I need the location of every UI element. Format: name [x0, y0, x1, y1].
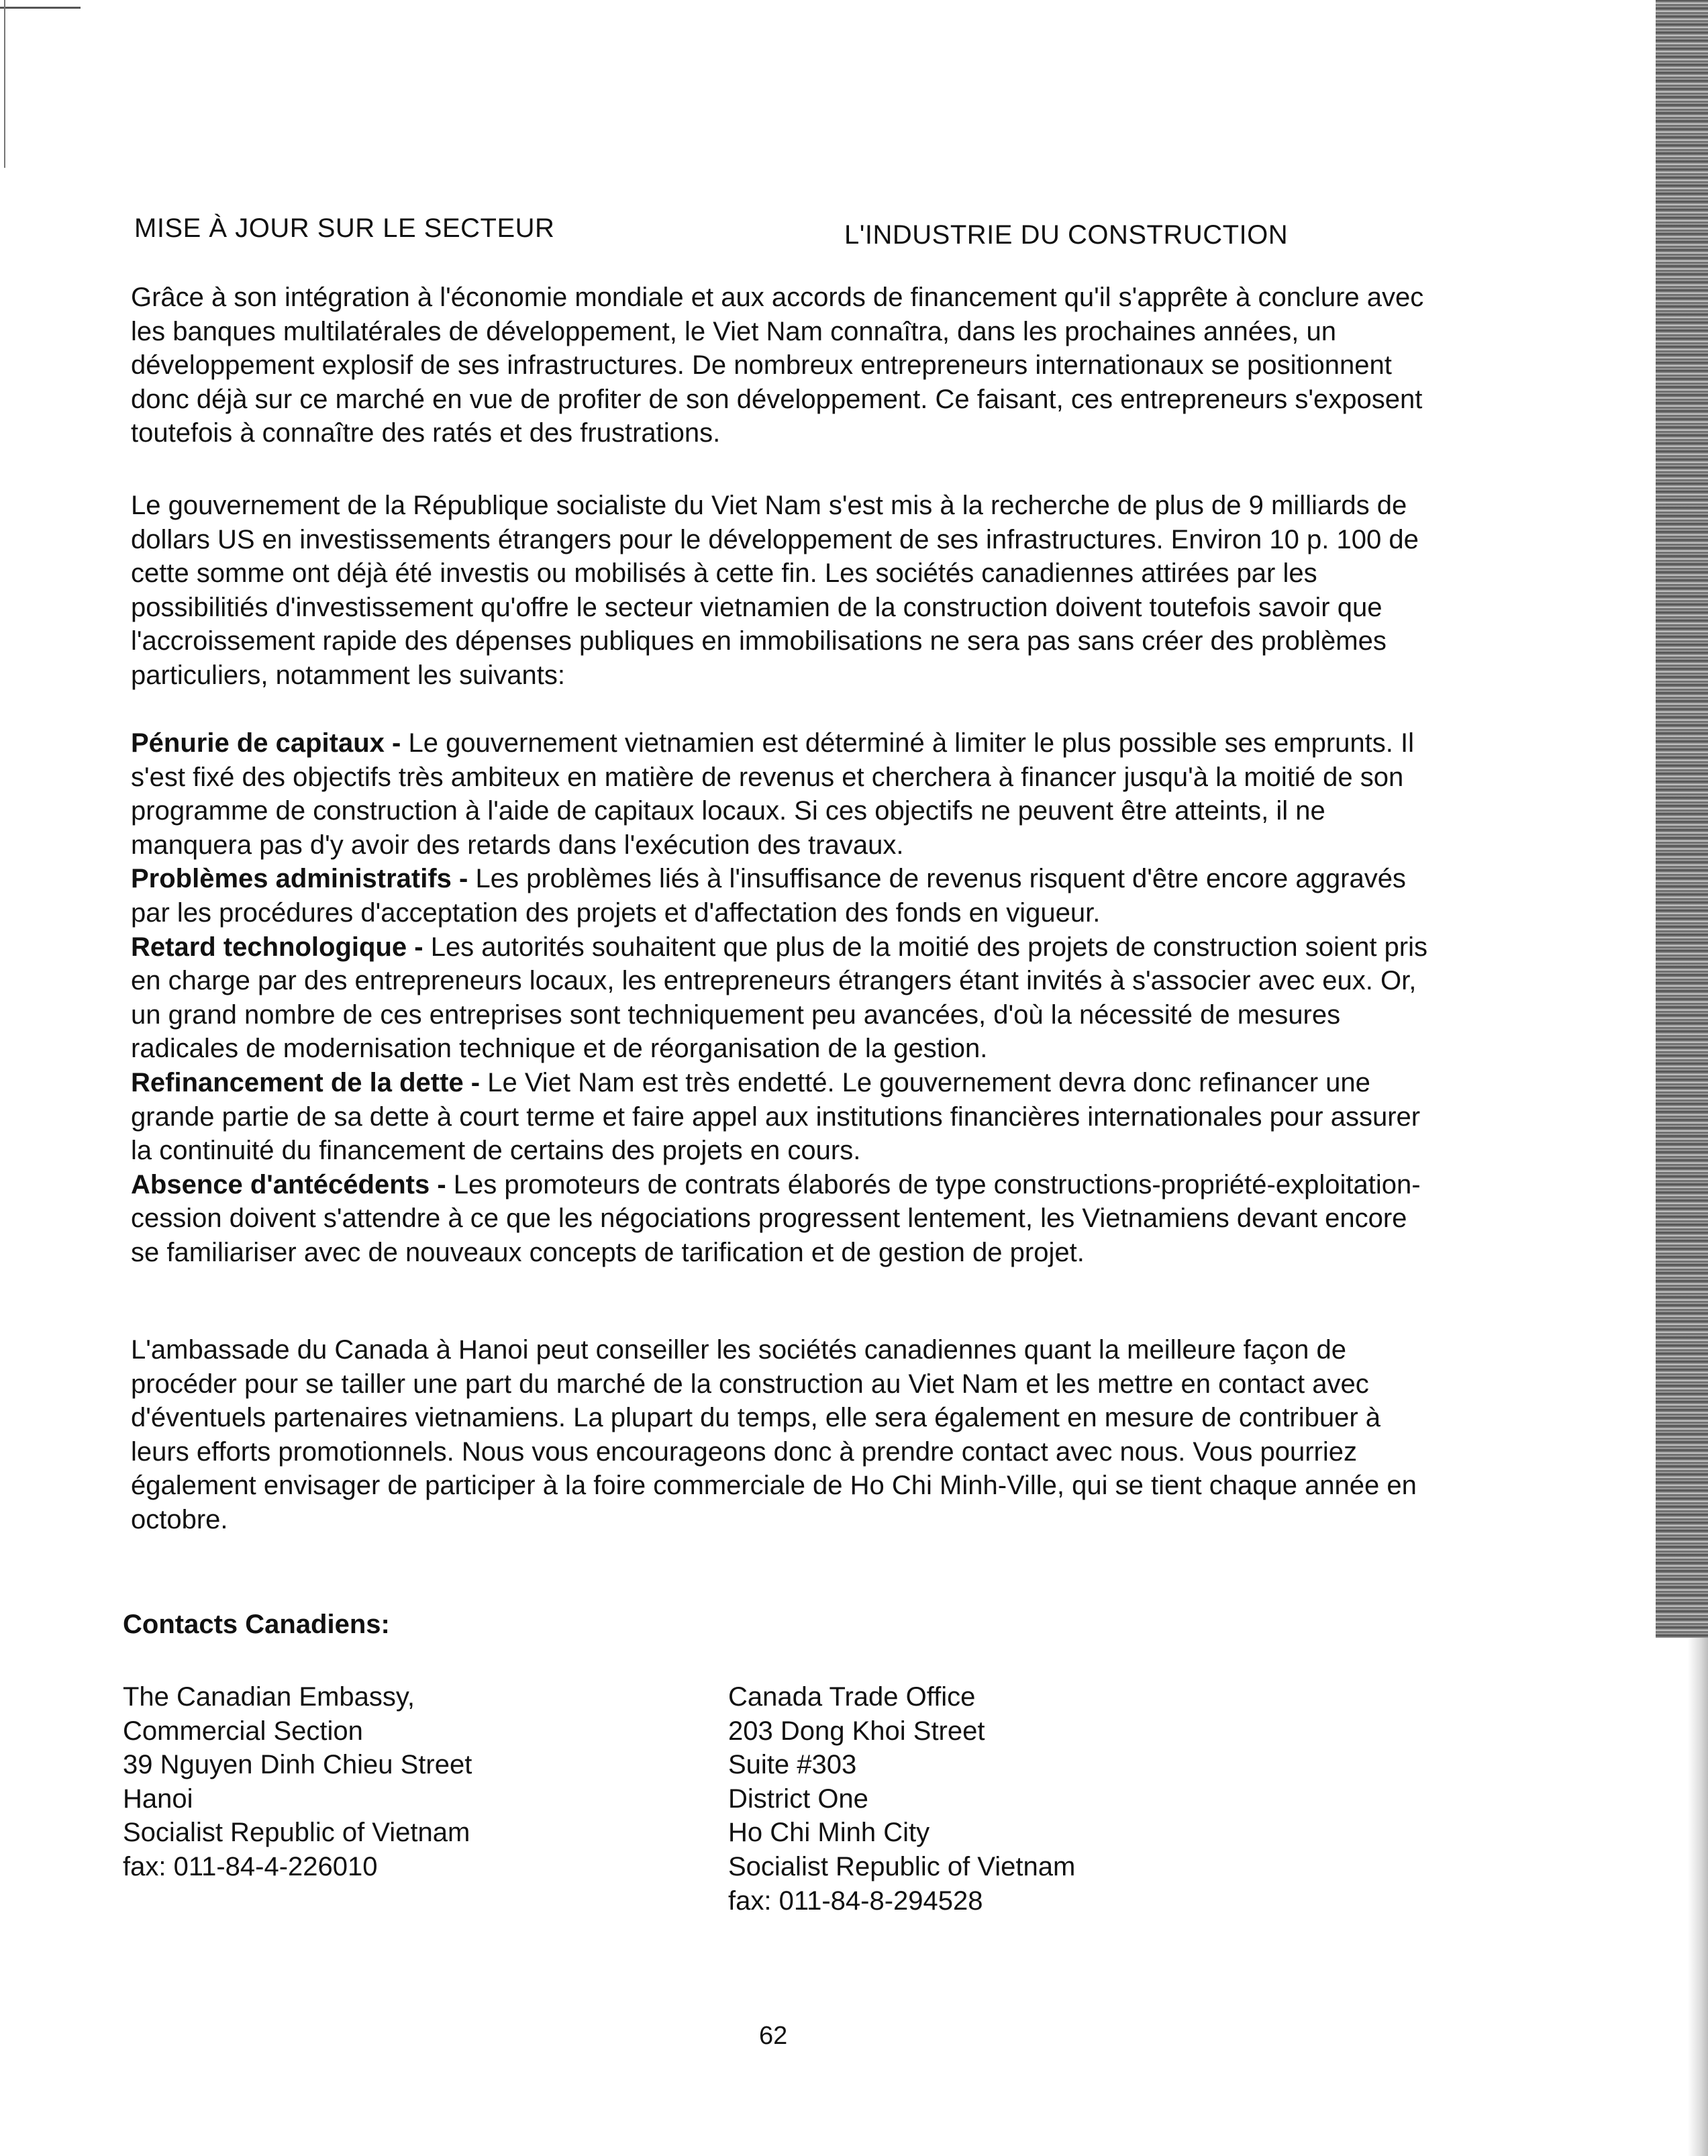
page-number: 62 — [759, 2022, 788, 2050]
address-line: Commercial Section — [123, 1716, 363, 1746]
address-line: Hanoi — [123, 1783, 193, 1814]
paragraph-embassy: L'ambassade du Canada à Hanoi peut conseiller les sociétés canadiennes quant la meilleure façon de procéder pour se tailler une part du marché de la construction au Viet Nam et les mettre en contact avec d'éventuels partenaires vietnamiens. La plupart du temps, elle sera également en mesure de contribuer à leurs efforts promotionnels. Nous vous encourageons donc à prendre contact avec nous. Vous pourriez également envisager de participer à la foire commerciale de Ho Chi Minh-Ville, qui se tient chaque année en octobre. — [131, 1335, 1417, 1534]
problem-label: Refinancement de la dette - — [131, 1067, 481, 1097]
address-line: Socialist Republic of Vietnam — [123, 1818, 470, 1848]
problem-text: Le gouvernement vietnamien est déterminé à limiter le plus possible ses emprunts. Il s'est fixé des objectifs très ambiteux en matière de revenus et cherchera à financer jusqu'à la moitié de son programme de construction à l'aide de capitaux locaux. Si ces objectifs ne peuvent être atteints, il ne manquera pas d'y avoir des retards dans l'exécution des travaux. — [131, 728, 1414, 860]
address-line: Canada Trade Office — [728, 1682, 976, 1712]
problem-label: Absence d'antécédents - — [131, 1169, 446, 1199]
address-embassy — [123, 1680, 472, 1884]
scan-artifact-top — [0, 7, 81, 9]
problem-text: Le Viet Nam est très endetté. Le gouvernement devra donc refinancer une grande partie de sa dette à court terme et faire appel aux institutions financières internationales pour assurer la continuité du financement de certains des projets en cours. — [131, 1067, 1421, 1166]
problem-label: Problèmes administratifs - — [131, 864, 468, 894]
problem-text: Les promoteurs de contrats élaborés de type constructions-propriété-exploitation-cession doivent s'attendre à ce que les négociations progressent lentement, les Vietnamiens devant encore se familiariser avec de nouveaux concepts de tarification et de gestion de projet. — [131, 1169, 1421, 1267]
problem-item — [131, 726, 1440, 862]
problem-label: Pénurie de capitaux - — [131, 728, 401, 758]
contacts-heading: Contacts Canadiens: — [123, 1610, 390, 1639]
problem-text: Les problèmes liés à l'insuffisance de revenus risquent d'être encore aggravés par les procédures d'acceptation des projets et d'affectation des fonds en vigueur. — [131, 864, 1406, 928]
address-line: District One — [728, 1783, 868, 1814]
scan-artifact-left — [4, 0, 5, 168]
problem-item — [131, 930, 1440, 1066]
problem-item — [131, 862, 1440, 930]
address-fax: fax: 011-84-8-294528 — [728, 1885, 983, 1916]
scan-artifact-right-shadow — [1688, 1638, 1708, 2156]
address-fax: fax: 011-84-4-226010 — [123, 1851, 378, 1881]
problem-text: Les autorités souhaitent que plus de la moitié des projets de construction soient pris en charge par des entrepreneurs locaux, les entrepreneurs étrangers étant invités à s'associer avec eux. Or, un grand nombre de ces entreprises sont techniquement peu avancées, d'où la nécessité de mesures radicales de modernisation technique et de réorganisation de la gestion. — [131, 932, 1428, 1064]
problem-item — [131, 1168, 1440, 1270]
header-section-title: MISE À JOUR SUR LE SECTEUR — [134, 213, 555, 243]
scan-artifact-right-edge — [1656, 0, 1708, 1638]
address-line: 39 Nguyen Dinh Chieu Street — [123, 1750, 472, 1780]
address-line: The Canadian Embassy, — [123, 1682, 415, 1712]
address-trade-office — [728, 1680, 1075, 1918]
address-line: Suite #303 — [728, 1750, 857, 1780]
problems-list — [131, 726, 1440, 1270]
paragraph-government: Le gouvernement de la République socialiste du Viet Nam s'est mis à la recherche de plus de 9 milliards de dollars US en investissements étrangers pour le développement de ses infrastructures. Environ 10 p. 100 de cette somme ont déjà été investis ou mobilisés à cette fin. Les sociétés canadiennes attirées par les possibilitiés d'investissement qu'offre le secteur vietnamien de la construction doivent toutefois savoir que l'accroissement rapide des dépenses publiques en immobilisations ne sera pas sans créer des problèmes particuliers, notamment les suivants: — [131, 491, 1419, 690]
problem-item — [131, 1066, 1440, 1168]
address-line: Ho Chi Minh City — [728, 1818, 930, 1848]
problem-label: Retard technologique - — [131, 932, 423, 962]
header-industry-title: L'INDUSTRIE DU CONSTRUCTION — [844, 220, 1289, 250]
address-line: Socialist Republic of Vietnam — [728, 1851, 1076, 1881]
paragraph-intro: Grâce à son intégration à l'économie mondiale et aux accords de financement qu'il s'apprête à conclure avec les banques multilatérales de développement, le Viet Nam connaîtra, dans les prochaines années, un développement explosif de ses infrastructures. De nombreux entrepreneurs internationaux se positionnent donc déjà sur ce marché en vue de profiter de son développement. Ce faisant, ces entrepreneurs s'exposent toutefois à connaître des ratés et des frustrations. — [131, 283, 1424, 448]
address-line: 203 Dong Khoi Street — [728, 1716, 985, 1746]
